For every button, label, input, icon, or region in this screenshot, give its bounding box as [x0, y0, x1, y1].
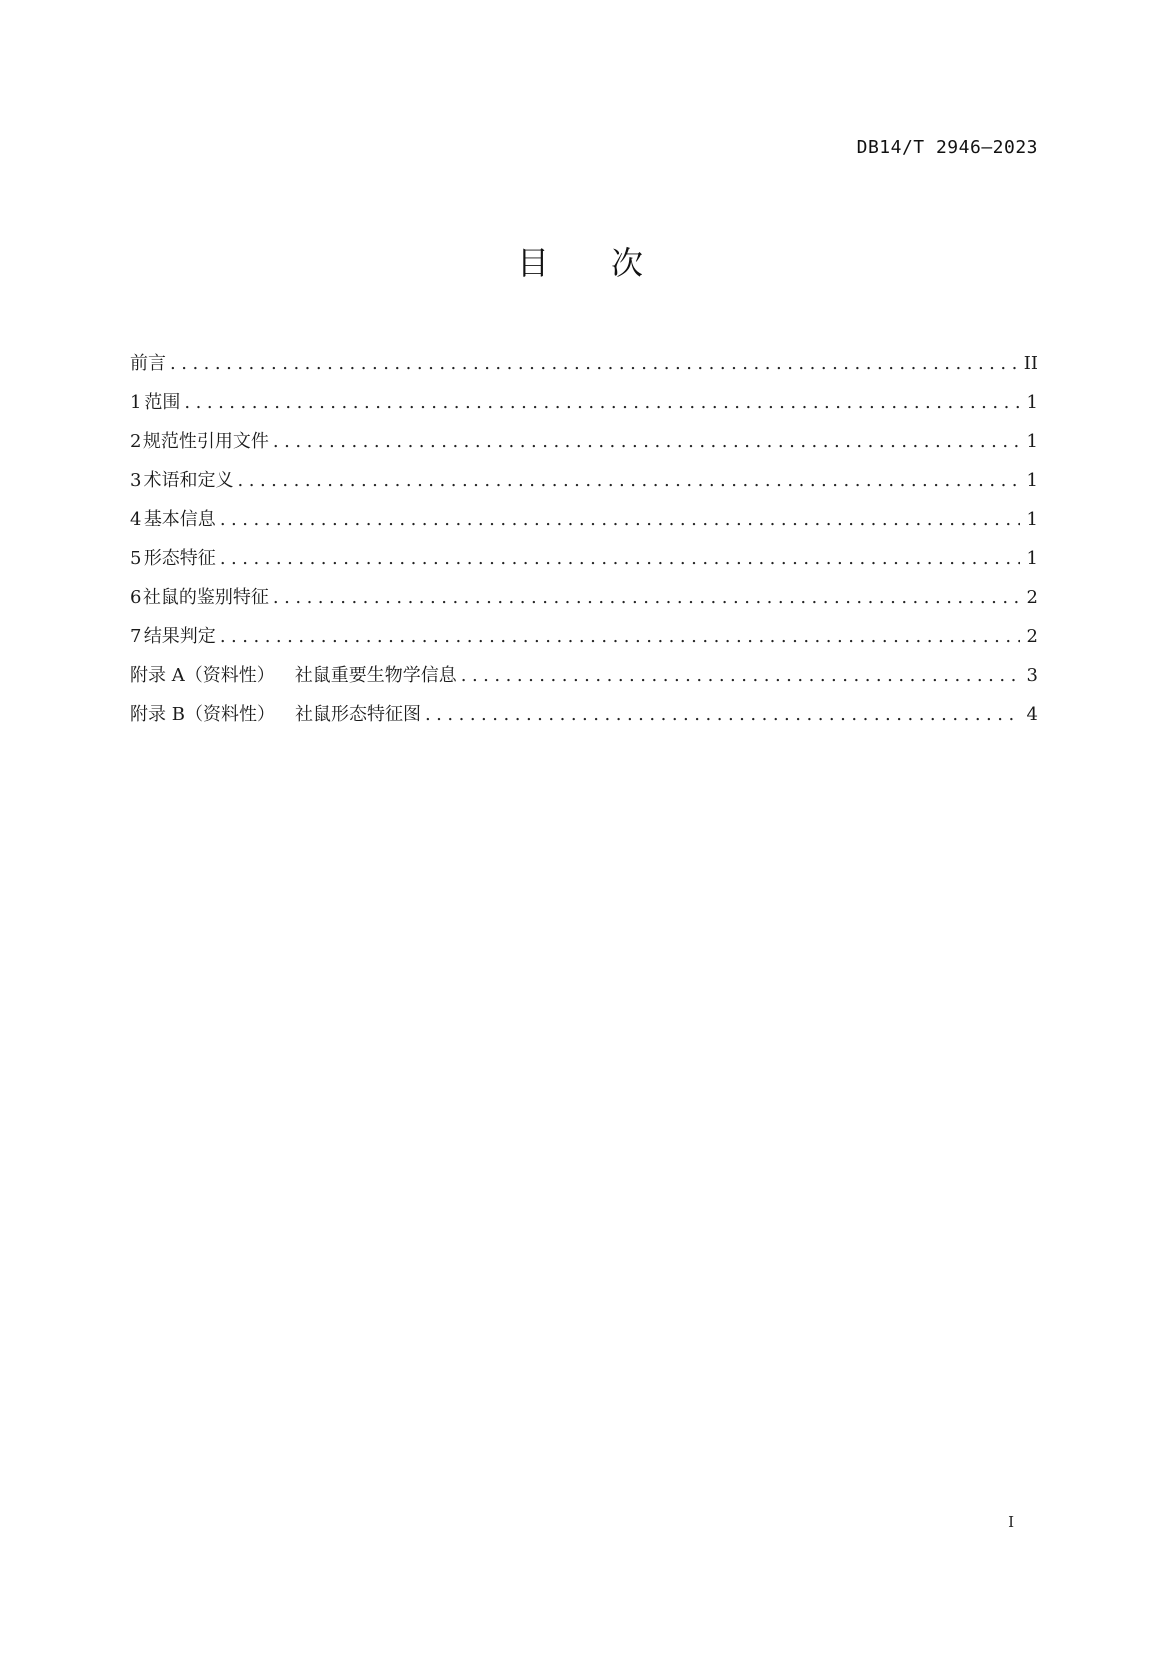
toc-dot-leader	[273, 428, 1020, 456]
toc-entry-label: 术语和定义	[143, 470, 234, 491]
toc-page-number: 1	[1026, 509, 1038, 530]
toc-dot-leader	[461, 662, 1020, 690]
toc-dot-leader	[273, 584, 1020, 612]
toc-page-number: 4	[1026, 704, 1038, 725]
toc-entry-appendix-a[interactable]	[130, 662, 1038, 701]
toc-page-number: 1	[1026, 470, 1038, 491]
toc-entry-label: 基本信息	[143, 509, 216, 530]
toc-entry-number: 3	[130, 470, 142, 491]
toc-dot-leader	[220, 506, 1020, 534]
toc-dot-leader	[220, 623, 1020, 651]
page-title-char-1: 目	[516, 244, 549, 282]
toc-entry-label: 范围	[144, 392, 181, 413]
toc-page-number: 2	[1026, 626, 1038, 647]
toc-entry-label: 规范性引用文件	[142, 431, 269, 452]
toc-entry-number: 1	[130, 392, 142, 413]
toc-entry-label: 结果判定	[143, 626, 216, 647]
toc-entry-appendix-b[interactable]	[130, 701, 1038, 740]
toc-entry-label: 形态特征	[143, 548, 216, 569]
toc-entry-foreword[interactable]	[130, 350, 1038, 389]
toc-entry-number: 2	[130, 431, 142, 452]
toc-appendix-tag: 附录 A（资料性）	[130, 665, 275, 686]
page-title-char-2: 次	[611, 244, 644, 282]
toc-appendix-tag: 附录 B（资料性）	[130, 704, 275, 725]
toc-dot-leader	[184, 389, 1020, 417]
toc-entry-basic-info[interactable]	[130, 506, 1038, 545]
toc-entry-number: 6	[130, 587, 142, 608]
toc-dot-leader	[238, 467, 1020, 495]
toc-dot-leader	[220, 545, 1020, 573]
toc-entry-scope[interactable]	[130, 389, 1038, 428]
toc-entry-number: 4	[130, 509, 142, 530]
toc-entry-label: 社鼠形态特征图	[294, 704, 421, 725]
toc-page-number: 2	[1026, 587, 1038, 608]
toc-entry-label: 社鼠重要生物学信息	[294, 665, 457, 686]
toc-page-number: 1	[1026, 392, 1038, 413]
toc-entry-label: 社鼠的鉴别特征	[142, 587, 269, 608]
page-number-footer: I	[1008, 1513, 1014, 1531]
toc-page-number: II	[1023, 353, 1038, 374]
toc-dot-leader	[425, 701, 1020, 729]
table-of-contents	[130, 350, 1038, 740]
toc-page-number: 1	[1026, 431, 1038, 452]
toc-entry-terms-definitions[interactable]	[130, 467, 1038, 506]
toc-entry-identification[interactable]	[130, 584, 1038, 623]
toc-entry-result[interactable]	[130, 623, 1038, 662]
toc-dot-leader	[170, 350, 1020, 378]
toc-entry-morphology[interactable]	[130, 545, 1038, 584]
toc-entry-number: 7	[130, 626, 142, 647]
toc-entry-number: 5	[130, 548, 142, 569]
page-title	[0, 238, 1160, 284]
toc-entry-label: 前言	[130, 353, 166, 374]
toc-page-number: 3	[1026, 665, 1038, 686]
toc-page-number: 1	[1026, 548, 1038, 569]
toc-entry-normative-references[interactable]	[130, 428, 1038, 467]
document-number: DB14/T 2946—2023	[856, 137, 1038, 158]
